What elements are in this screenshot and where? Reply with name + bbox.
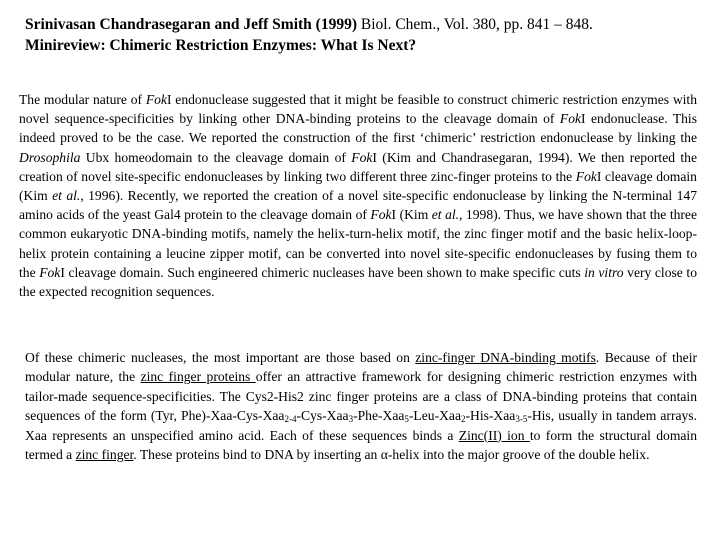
paragraph-1: The modular nature of FokI endonuclease suggested that it might be feasible to construct chimeric restriction enzymes with novel sequence-specificities by linking other DNA-binding proteins to the cleavage domain of FokI endonuclease. This indeed proved to be the case. We reported the construction of the first ‘chimeric’ restriction endonuclease by linking the Drosophila Ubx homeodomain to the cleavage domain of FokI (Kim and Chandrasegaran, 1994). We then reported the creation of novel site-specific endonucleases by linking two different three zinc-finger proteins to the FokI cleavage domain (Kim et al., 1996). Recently, we reported the creation of a novel site-specific endonuclease by linking the N-terminal 147 amino acids of the yeast Gal4 protein to the cleavage domain of FokI (Kim et al., 1998). Thus, we have shown that the three common eukaryotic DNA-binding motifs, namely the helix-turn-helix motif, the zinc finger motif and the basic helix-loop-helix protein containing a leucine zipper motif, can be converted into novel site-specific endonucleases by fusing them to the FokI cleavage domain. Such engineered chimeric nucleases have been shown to make specific cuts in vitro very close to the expected recognition sequences. [19,92,697,300]
citation-header [25,14,705,56]
zinc-finger-motifs-term: zinc-finger DNA-binding motifs [415,350,596,365]
authors: Srinivasan Chandrasegaran and Jeff Smith [25,16,312,33]
zinc-finger-term: zinc finger [75,447,134,463]
zinc-finger-proteins-term: zinc finger proteins [140,369,256,385]
paragraph-2: Of these chimeric nucleases, the most important are those based on zinc-finger DNA-binding motifs. Because of their modular nature, the zinc finger proteins offer an attractive framework for designing chimeric restriction enzymes with tailor-made sequence-specificities. The Cys2-His2 zinc finger proteins are a class of DNA-binding proteins that contain sequences of the form (Tyr, Phe)-Xaa-Cys-Xaa$_{2-4}$-Cys-Xaa$_3$-Phe-Xaa$_5$-Leu-Xaa$_2$-His-Xaa$_{3-5}$-His, usually in tandem arrays. Xaa represents an unspecified amino acid. Each of these sequences binds a Zinc(II) ion to form the structural domain termed a zinc finger. These proteins bind to DNA by inserting an α-helix into the major groove of the double helix. [25,350,698,463]
citation-line [25,14,705,35]
zinc-ion-term: Zinc(II) ion [458,427,530,443]
title-line [25,35,705,56]
type-label: Minireview: [25,37,106,54]
article-title: Chimeric Restriction Enzymes: What Is Next? [109,37,417,54]
journal: Biol. Chem., Vol. 380, pp. 841 – 848. [360,16,593,33]
year: (1999) [315,16,357,33]
